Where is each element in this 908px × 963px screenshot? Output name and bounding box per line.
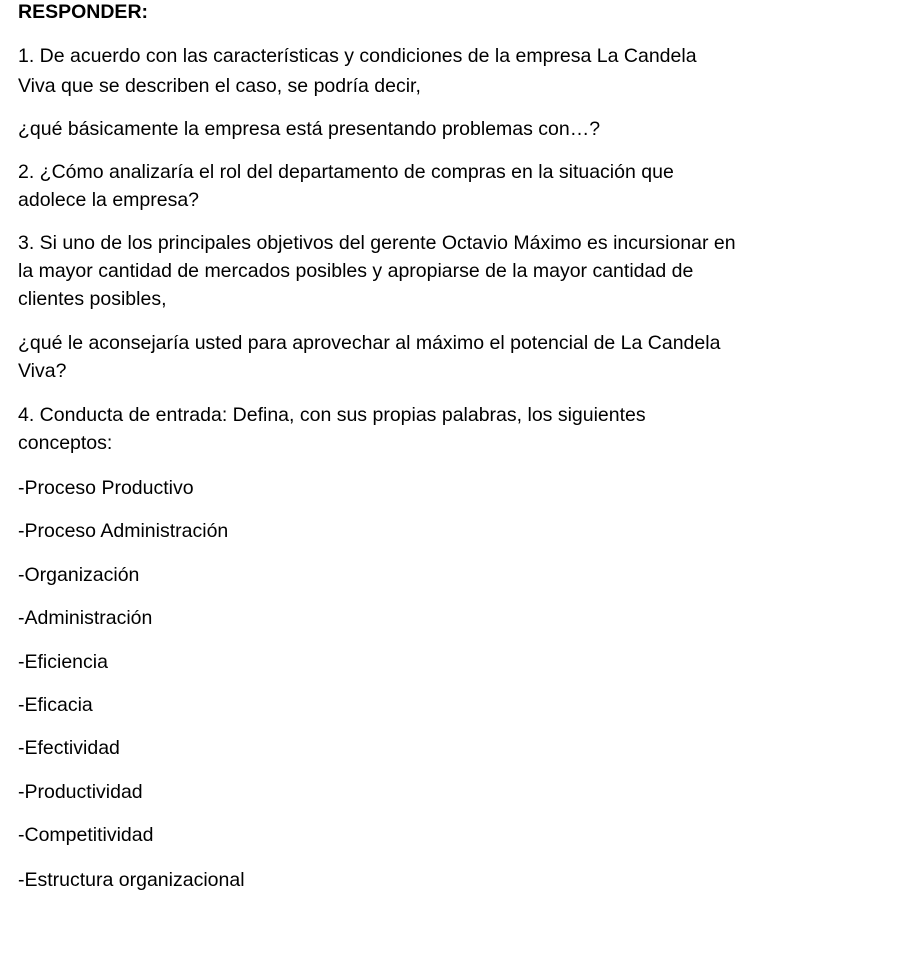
- question-2-line-1: 2. ¿Cómo analizaría el rol del departamento de compras en la situación que: [18, 161, 674, 183]
- question-1-line-3: ¿qué básicamente la empresa está presentando problemas con…?: [18, 118, 601, 140]
- concept-item: -Proceso Productivo: [18, 477, 194, 499]
- concept-item: -Competitividad: [18, 824, 154, 846]
- question-2-line-2: adolece la empresa?: [18, 189, 200, 211]
- concept-item: -Administración: [18, 607, 153, 629]
- concept-item: -Eficacia: [18, 694, 93, 716]
- question-4-line-1: 4. Conducta de entrada: Defina, con sus propias palabras, los siguientes: [18, 404, 646, 426]
- question-4-line-2: conceptos:: [18, 432, 113, 454]
- question-1-line-2: Viva que se describen el caso, se podría decir,: [18, 75, 421, 97]
- question-1-line-1: 1. De acuerdo con las características y condiciones de la empresa La Candela: [18, 45, 697, 67]
- concept-item: -Proceso Administración: [18, 520, 229, 542]
- question-3-line-3: clientes posibles,: [18, 288, 167, 310]
- heading: RESPONDER:: [18, 1, 149, 23]
- question-3-line-5: Viva?: [18, 360, 67, 382]
- concept-item: -Eficiencia: [18, 651, 108, 673]
- concept-item: -Productividad: [18, 781, 143, 803]
- concept-item: -Efectividad: [18, 737, 120, 759]
- question-3-line-2: la mayor cantidad de mercados posibles y apropiarse de la mayor cantidad de: [18, 260, 694, 282]
- question-3-line-1: 3. Si uno de los principales objetivos del gerente Octavio Máximo es incursionar en: [18, 232, 736, 254]
- concept-item: -Estructura organizacional: [18, 869, 245, 891]
- question-3-line-4: ¿qué le aconsejaría usted para aprovechar al máximo el potencial de La Candela: [18, 332, 721, 354]
- concept-item: -Organización: [18, 564, 140, 586]
